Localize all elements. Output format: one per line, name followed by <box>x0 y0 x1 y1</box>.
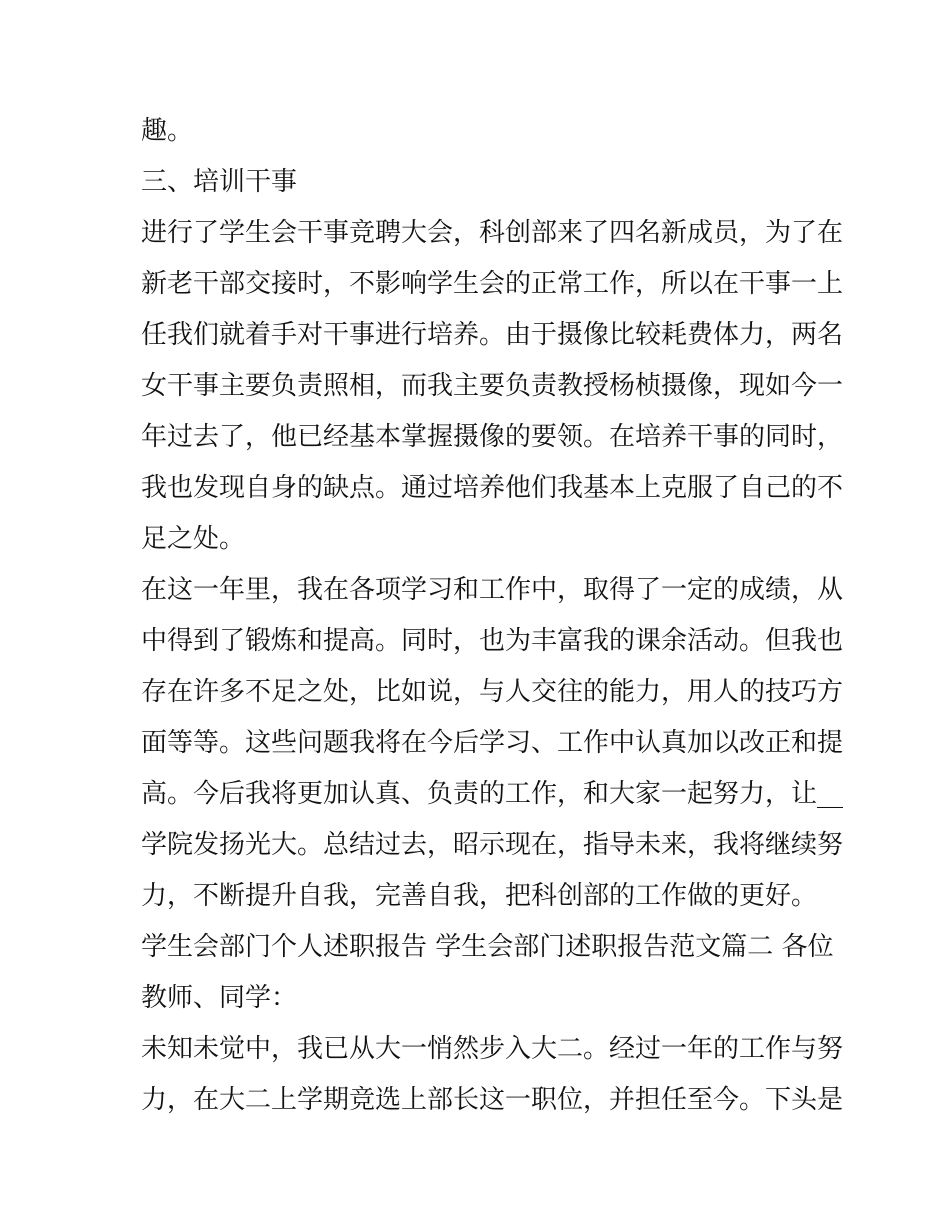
text-line-15: 学院发扬光大。总结过去，昭示现在，指导未来，我将继续努 <box>141 830 844 860</box>
text-line-6: 女干事主要负责照相，而我主要负责教授杨桢摄像，现如今一 <box>141 371 844 401</box>
text-line-19: 未知未觉中，我已从大一悄然步入大二。经过一年的工作与努 <box>141 1034 844 1064</box>
text-line-8: 我也发现自身的缺点。通过培养他们我基本上克服了自己的不 <box>141 473 844 503</box>
document-body <box>141 106 844 1126</box>
text-line-1: 趣。 <box>141 116 194 146</box>
article-title-line: 学生会部门个人述职报告 学生会部门述职报告范文篇二 各位 <box>141 932 834 962</box>
text-line-20: 力，在大二上学期竞选上部长这一职位，并担任至今。下头是 <box>141 1085 844 1115</box>
text-line-9: 足之处。 <box>141 524 246 554</box>
text-line-3: 进行了学生会干事竞聘大会，科创部来了四名新成员，为了在 <box>141 218 844 248</box>
text-line-5: 任我们就着手对干事进行培养。由于摄像比较耗费体力，两名 <box>141 320 844 350</box>
text-line-12: 存在许多不足之处，比如说，与人交往的能力，用人的技巧方 <box>141 677 844 707</box>
salutation-line: 教师、同学： <box>141 983 298 1013</box>
text-line-7: 年过去了，他已经基本掌握摄像的要领。在培养干事的同时， <box>141 422 844 452</box>
text-line-16: 力，不断提升自我，完善自我，把科创部的工作做的更好。 <box>141 881 818 911</box>
text-line-11: 中得到了锻炼和提高。同时，也为丰富我的课余活动。但我也 <box>141 626 844 656</box>
text-line-14: 高。今后我将更加认真、负责的工作，和大家一起努力，让__ <box>141 779 844 809</box>
text-line-4: 新老干部交接时，不影响学生会的正常工作，所以在干事一上 <box>141 269 844 299</box>
section-heading-training: 三、培训干事 <box>141 167 298 197</box>
text-line-13: 面等等。这些问题我将在今后学习、工作中认真加以改正和提 <box>141 728 844 758</box>
text-line-10: 在这一年里，我在各项学习和工作中，取得了一定的成绩，从 <box>141 575 844 605</box>
